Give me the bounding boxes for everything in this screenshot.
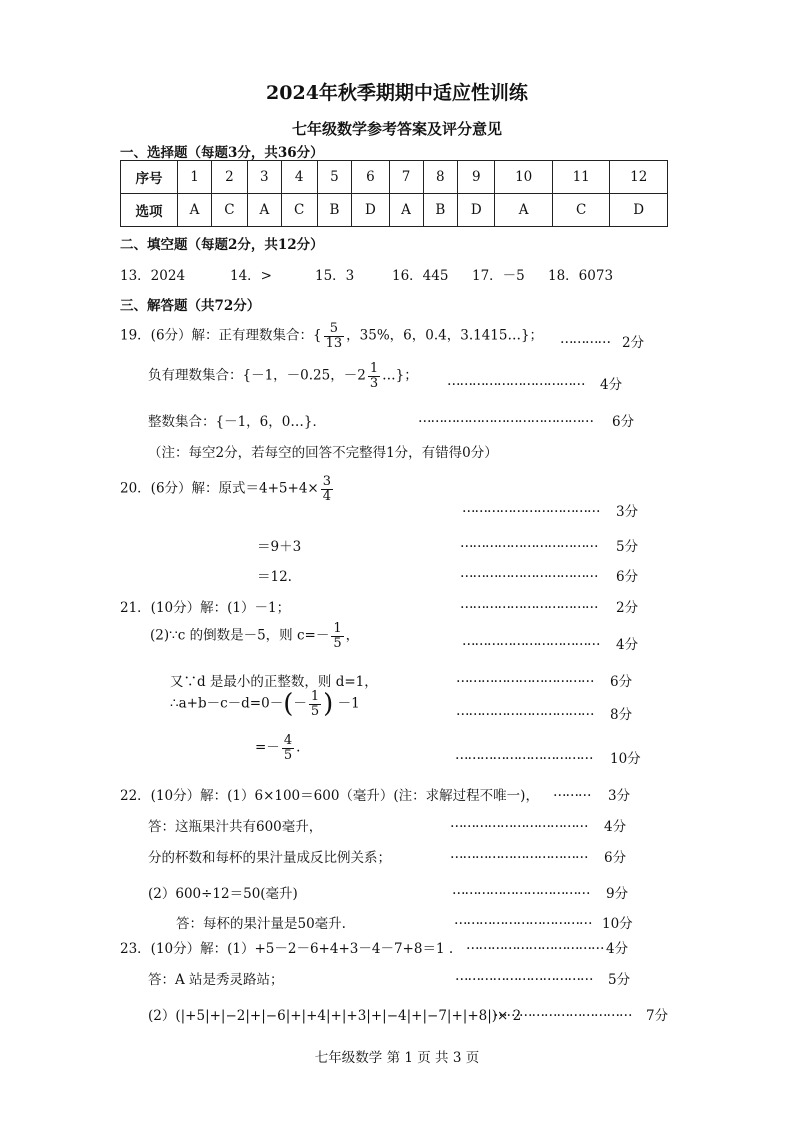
q21-line-1: 21．(10分）解：(1）－1； (120, 600, 291, 616)
score: 6分 (612, 414, 635, 430)
q20-line-2: ＝9＋3 (257, 539, 302, 555)
table-cell: 4 (281, 161, 317, 194)
fraction: $\frac{1}{5}$ (333, 621, 342, 651)
score: 6分 (610, 674, 633, 690)
score: 8分 (610, 707, 633, 723)
score-dots: …………………………… (494, 1004, 632, 1020)
table-cell: 6 (352, 161, 389, 194)
score-dots: …………………………… (447, 373, 585, 389)
page-subtitle: 七年级数学参考答案及评分意见 (291, 120, 502, 138)
score-dots: …………………………… (462, 633, 600, 649)
table-cell: B (423, 194, 458, 227)
page-footer: 七年级数学 第 1 页 共 3 页 (314, 1050, 480, 1066)
q22-line-3: 分的杯数和每杯的果汁量成反比例关系； (148, 850, 391, 866)
fraction: $\frac{5}{13}$ (325, 321, 343, 351)
table-cell: 7 (389, 161, 423, 194)
row-label: 选项 (121, 194, 178, 227)
table-cell: A (247, 194, 281, 227)
table-cell: 12 (610, 161, 668, 194)
score-dots: …………………………… (460, 565, 598, 581)
score: 10分 (610, 751, 641, 767)
table-cell: 9 (458, 161, 495, 194)
table-cell: B (317, 194, 352, 227)
table-cell: D (352, 194, 389, 227)
q19-note: （注：每空2分，若每空的回答不完整得1分，有错得0分） (148, 445, 498, 461)
score-dots: …………………………… (455, 968, 593, 984)
score: 4分 (604, 819, 627, 835)
score-dots: …………………………… (456, 670, 594, 686)
table-row (121, 194, 668, 227)
score: 4分 (606, 941, 629, 957)
table-cell: 10 (495, 161, 552, 194)
table-cell: D (610, 194, 668, 227)
fill-answer: 13．2024 (120, 268, 186, 284)
score: 4分 (600, 377, 623, 393)
table-cell: A (389, 194, 423, 227)
score-dots: …………………………… (460, 535, 598, 551)
row-label: 序号 (121, 161, 178, 194)
score: 6分 (616, 569, 639, 585)
page-title: 2024年秋季期期中适应性训练 (266, 82, 528, 104)
q21-line-5: =－ $\frac{4}{5}$ . (255, 733, 301, 763)
q21-line-3: 又∵d 是最小的正整数，则 d=1， (170, 674, 378, 690)
q21-line-4: ∴a+b－c－d=0－(－ $\frac{1}{5}$ ) －1 (170, 689, 360, 720)
table-cell: C (281, 194, 317, 227)
table-row (121, 161, 668, 194)
score: 3分 (616, 504, 639, 520)
q23-line-3: (2）(|+5|+|−2|+|−6|+|+4|+|+3|+|−4|+|−7|+|+8|)× 2 (148, 1008, 522, 1024)
q19-line-2: 负有理数集合：{－1，－0.25，－2 $\frac{1}{3}$ …}； (148, 361, 418, 391)
score: 6分 (604, 850, 627, 866)
score: 5分 (616, 539, 639, 555)
table-cell: 5 (317, 161, 352, 194)
q20-line-1: 20．(6分）解：原式＝4+5+4× $\frac{3}{4}$ (120, 474, 332, 504)
score: 10分 (602, 916, 633, 932)
score: 9分 (606, 886, 629, 902)
score-dots: …………………………… (456, 703, 594, 719)
q22-line-1: 22．(10分）解：(1）6×100＝600（毫升）(注：求解过程不唯一)， (120, 788, 539, 804)
section-2-title: 二、填空题（每题2分，共12分） (120, 237, 324, 253)
score-dots: …………………………………… (418, 410, 593, 426)
table-cell: 1 (178, 161, 212, 194)
fraction: $\frac{4}{5}$ (283, 733, 293, 763)
score-dots: …………………………… (450, 815, 588, 831)
table-cell: A (178, 194, 212, 227)
score: 2分 (616, 600, 639, 616)
score-dots: …………………………… (454, 912, 592, 928)
score-dots: ………… (560, 331, 610, 347)
section-1-title: 一、选择题（每题3分，共36分） (120, 145, 324, 161)
score-dots: …………………………… (466, 937, 604, 953)
fill-answer: 14．> (230, 268, 272, 284)
score-dots: …………………………… (455, 747, 593, 763)
q22-line-5: 答：每杯的果汁量是50毫升. (176, 916, 346, 932)
table-cell: A (495, 194, 552, 227)
q23-line-1: 23．(10分）解：(1）+5－2－6+4+3－4－7+8＝1 . (120, 941, 454, 957)
fraction: $\frac{3}{4}$ (322, 474, 332, 504)
table-cell: 2 (211, 161, 247, 194)
fill-answer: 17．－5 (472, 268, 525, 284)
table-cell: 11 (552, 161, 609, 194)
score-dots: …………………………… (460, 596, 598, 612)
score: 3分 (608, 788, 631, 804)
score-dots: …………………………… (452, 882, 590, 898)
q22-line-2: 答：这瓶果汁共有600毫升， (148, 819, 323, 835)
q23-line-2: 答：A 站是秀灵路站； (148, 972, 284, 988)
q22-line-4: (2）600÷12＝50(毫升) (148, 886, 298, 902)
score: 5分 (608, 972, 631, 988)
table-cell: C (552, 194, 609, 227)
fill-answer: 18．6073 (548, 268, 614, 284)
q19-line-3: 整数集合：{－1，6，0…}． (148, 414, 326, 430)
fill-answer: 16．445 (392, 268, 449, 284)
score-dots: ……… (553, 784, 591, 800)
fill-answer: 15．3 (315, 268, 355, 284)
table-cell: 8 (423, 161, 458, 194)
table-cell: D (458, 194, 495, 227)
q19-line-1: 19．(6分）解：正有理数集合：{ $\frac{5}{13}$ ，35%，6，0.4̇，3.1415…}； (120, 321, 544, 351)
q21-line-2: (2)∵c 的倒数是－5，则 c=－ $\frac{1}{5}$ ， (150, 621, 360, 651)
score: 4分 (616, 637, 639, 653)
score-dots: …………………………… (462, 500, 600, 516)
score: 2分 (622, 335, 645, 351)
table-cell: 3 (247, 161, 281, 194)
table-cell: C (211, 194, 247, 227)
answer-table (120, 160, 668, 227)
section-3-title: 三、解答题（共72分） (120, 298, 261, 314)
score-dots: …………………………… (450, 846, 588, 862)
q20-line-3: ＝12. (257, 569, 292, 585)
fraction: $\frac{1}{3}$ (369, 361, 379, 391)
score: 7分 (646, 1008, 669, 1024)
fraction: $\frac{1}{5}$ (310, 689, 320, 719)
